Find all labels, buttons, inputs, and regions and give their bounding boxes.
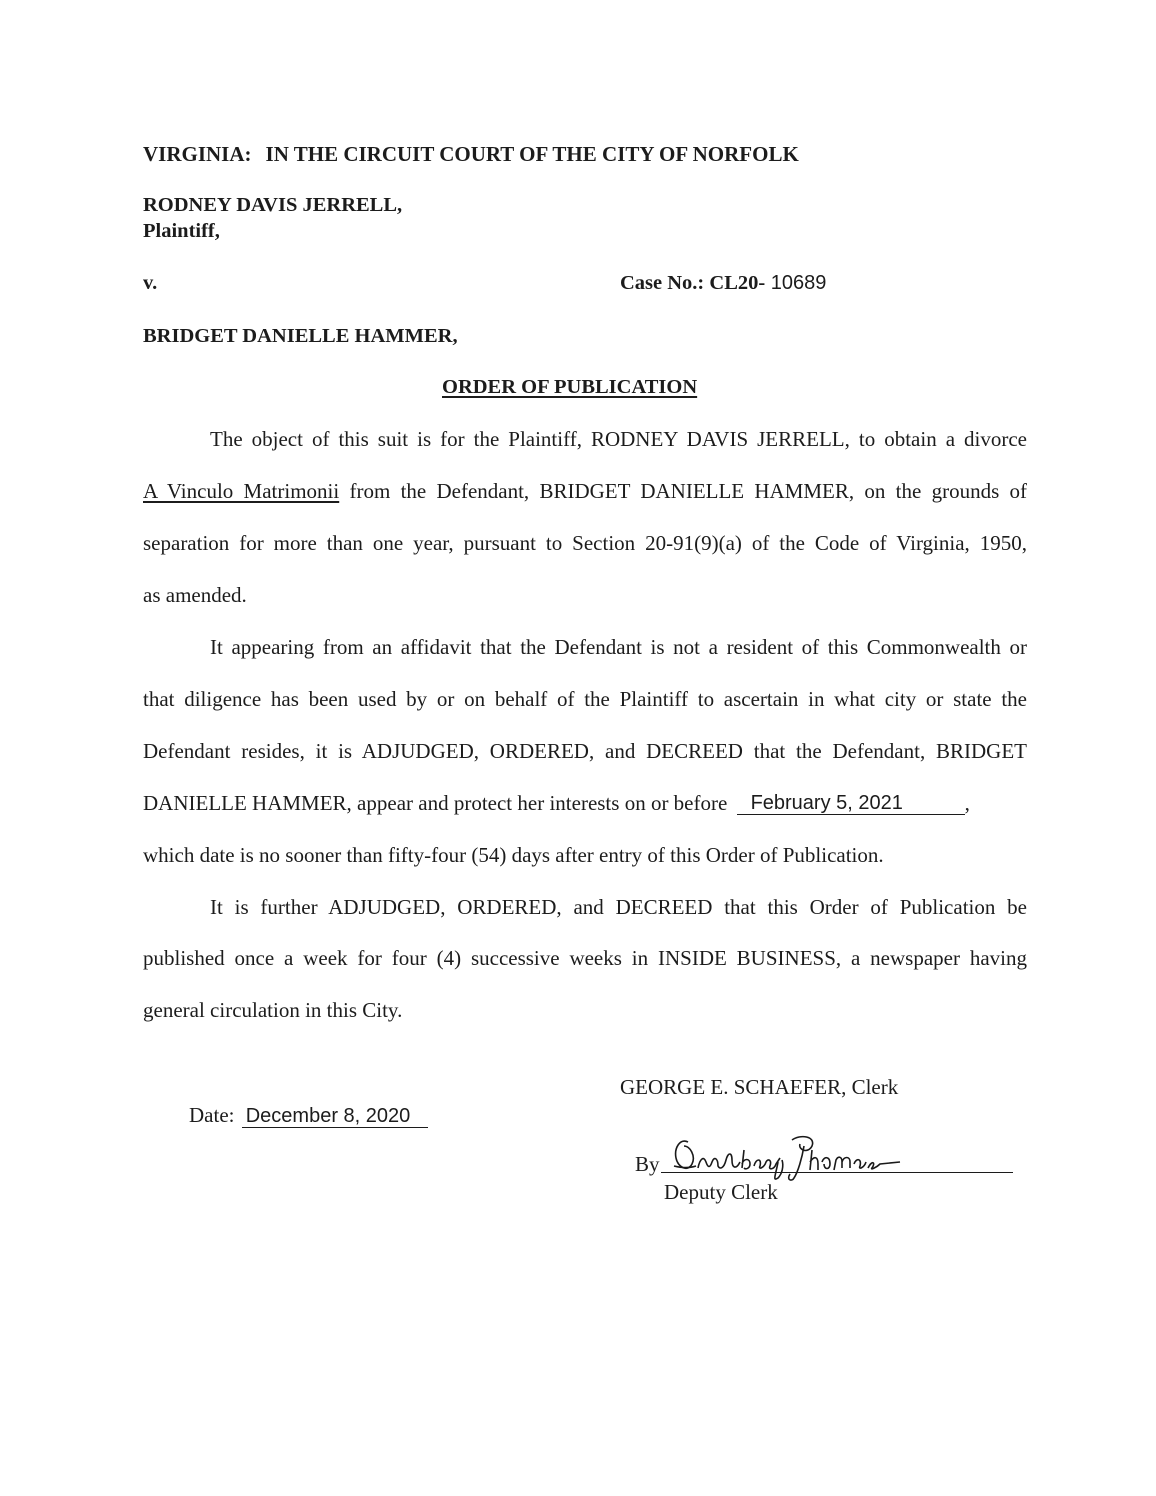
paragraph-1-line-2-rest: from the Defendant, BRIDGET DANIELLE HAMMER, on the grounds of (339, 479, 1028, 503)
paragraph-2-line-4 (143, 791, 970, 816)
paragraph-3-line-1: It is further ADJUDGED, ORDERED, and DECREED that this Order of Publication be (210, 895, 1027, 919)
paragraph-1-line-2 (143, 479, 1027, 504)
date-field (242, 1104, 428, 1128)
paragraph-2-line-1: It appearing from an affidavit that the Defendant is not a resident of this Commonwealth or (210, 635, 1027, 659)
date-value: December 8, 2020 (245, 1105, 411, 1127)
paragraph-2-line-2: that diligence has been used by or on behalf of the Plaintiff to ascertain in what city or state the (143, 687, 1027, 711)
plaintiff-role: Plaintiff, (143, 220, 220, 242)
deputy-clerk-label: Deputy Clerk (664, 1180, 778, 1204)
appearance-date-field (737, 791, 965, 815)
case-label: Case No.: CL20- (620, 272, 766, 294)
paragraph-1-line-4: as amended. (143, 583, 247, 607)
paragraph-2-line-4-prefix: DANIELLE HAMMER, appear and protect her interests on or before (143, 791, 728, 815)
case-number-value: 10689 (765, 272, 827, 294)
latin-phrase: A Vinculo Matrimonii (143, 479, 340, 503)
paragraph-3-line-2: published once a week for four (4) successive weeks in INSIDE BUSINESS, a newspaper having (143, 946, 1027, 970)
state-label: VIRGINIA: (143, 142, 252, 166)
paragraph-1-line-3: separation for more than one year, pursuant to Section 20-91(9)(a) of the Code of Virginia, 1950, (143, 531, 1027, 555)
court-name: IN THE CIRCUIT COURT OF THE CITY OF NORFOLK (265, 142, 799, 166)
defendant-name: BRIDGET DANIELLE HAMMER, (143, 325, 458, 347)
versus-label: v. (143, 272, 158, 294)
by-label: By (635, 1152, 660, 1176)
document-title: ORDER OF PUBLICATION (442, 376, 698, 398)
court-header (143, 142, 799, 167)
paragraph-3-line-3: general circulation in this City. (143, 998, 403, 1022)
date-label: Date: (189, 1103, 235, 1127)
paragraph-2-line-3: Defendant resides, it is ADJUDGED, ORDERED, and DECREED that the Defendant, BRIDGET (143, 739, 1027, 763)
case-number (620, 272, 826, 295)
plaintiff-name: RODNEY DAVIS JERRELL, (143, 194, 403, 216)
paragraph-2-line-5: which date is no sooner than fifty-four (54) days after entry of this Order of Publication. (143, 843, 884, 867)
paragraph-1-line-1: The object of this suit is for the Plaintiff, RODNEY DAVIS JERRELL, to obtain a divorce (210, 427, 1027, 451)
paragraph-2-line-4-suffix: , (964, 791, 970, 815)
date-line (189, 1103, 428, 1128)
appearance-date: February 5, 2021 (750, 792, 903, 814)
clerk-name: GEORGE E. SCHAEFER, Clerk (620, 1075, 899, 1099)
handwritten-signature (660, 1128, 910, 1188)
